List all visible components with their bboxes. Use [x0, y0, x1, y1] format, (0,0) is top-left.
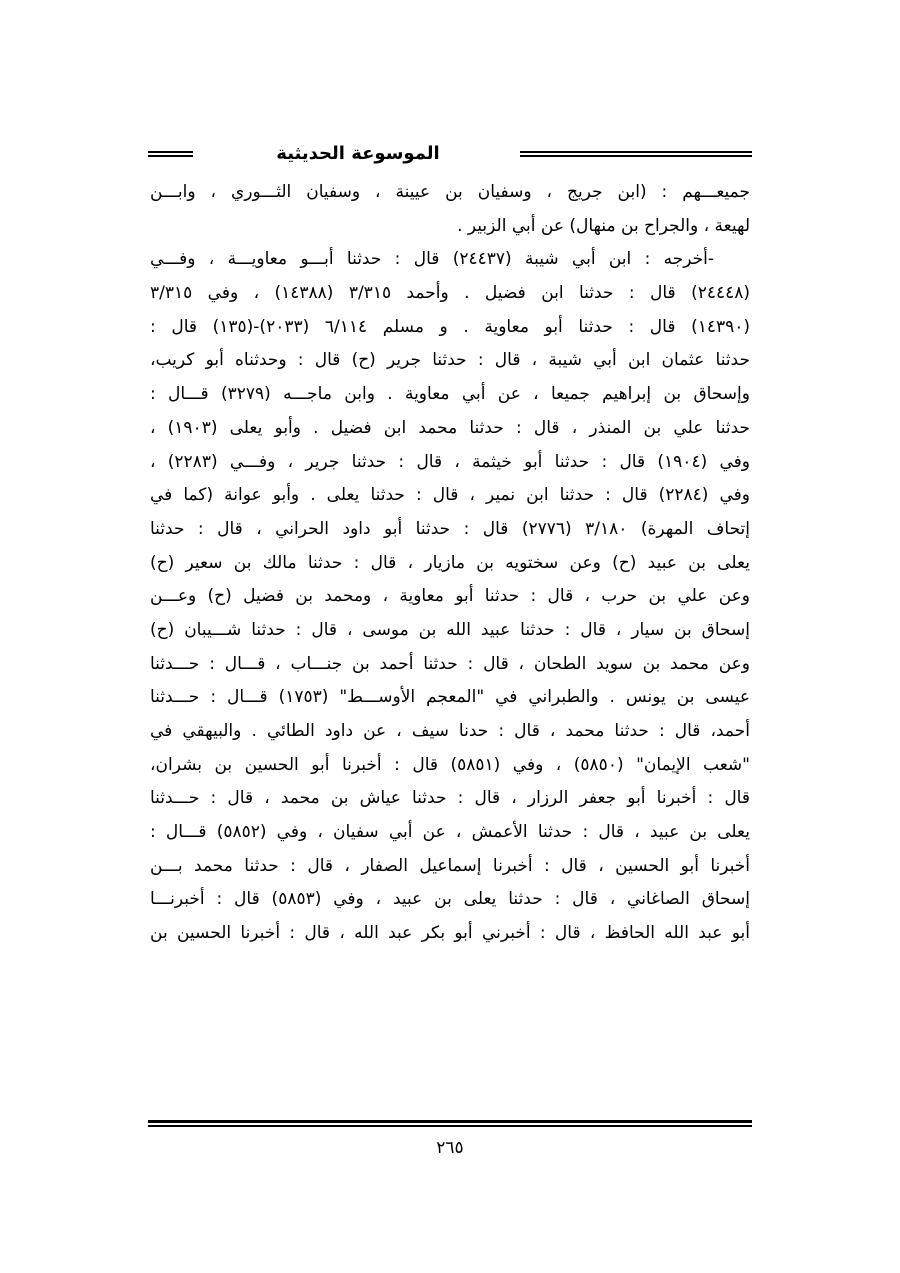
text-line: إسحاق بن سيار ، قال : حدثنا عبيد الله بن موسى ، قال : حدثنا شـــيبان (ح) [150, 619, 750, 640]
text-line: (٢٤٤٤٨) قال : حدثنا ابن فضيل . وأحمد ٣/٣١٥ (١٤٣٨٨) ، وفي ٣/٣١٥ [150, 283, 750, 304]
text-line: وعن محمد بن سويد الطحان ، قال : حدثنا أحمد بن جنـــاب ، قـــال : حـــدثنا [150, 653, 750, 674]
header-rule-right [520, 151, 752, 157]
text-line: عيسى بن يونس . والطبراني في "المعجم الأوســـط" (١٧٥٣) قـــال : حـــدثنا [150, 687, 750, 708]
text-line: حدثنا عثمان ابن أبي شيبة ، قال : حدثنا جرير (ح) قال : وحدثناه أبو كريب، [150, 350, 750, 371]
header-title: الموسوعة الحديثية [276, 143, 440, 164]
header-rule-left [148, 151, 193, 157]
text-line: وفي (١٩٠٤) قال : حدثنا أبو خيثمة ، قال : حدثنا جرير ، وفـــي (٢٢٨٣) ، [150, 451, 750, 472]
text-line: يعلى بن عبيد (ح) وعن سختويه بن مازيار ، قال : حدثنا مالك بن سعير (ح) [150, 552, 750, 573]
page-number: ٢٦٥ [436, 1138, 464, 1158]
text-line: (١٤٣٩٠) قال : حدثنا أبو معاوية . و مسلم ٦/١١٤ (٢٠٣٣)-(١٣٥) قال : [150, 316, 750, 337]
footer-rule [148, 1120, 752, 1127]
text-line: إتحاف المهرة) ٣/١٨٠ (٢٧٧٦) قال : حدثنا أبو داود الحراني ، قال : حدثنا [150, 518, 750, 539]
text-line: قال : أخبرنا أبو جعفر الرزار ، قال : حدثنا عياش بن محمد ، قال : حـــدثنا [150, 788, 750, 809]
text-line: جميعـــهم : (ابن جريج ، وسفيان بن عيينة ، وسفيان الثـــوري ، وابـــن [150, 182, 750, 202]
text-line: إسحاق الصاغاني ، قال : حدثنا يعلى بن عبيد ، وفي (٥٨٥٣) قال : أخبرنـــا [150, 889, 750, 910]
text-line: أبو عبد الله الحافظ ، قال : أخبرني أبو بكر عبد الله ، قال : أخبرنا الحسين بن [150, 923, 750, 944]
text-line: وفي (٢٢٨٤) قال : حدثنا ابن نمير ، قال : حدثنا يعلى . وأبو عوانة (كما في [150, 485, 750, 506]
text-line: -أخرجه : ابن أبي شيبة (٢٤٤٣٧) قال : حدثنا أبـــو معاويـــة ، وفـــي [150, 249, 714, 270]
text-line: يعلى بن عبيد ، قال : حدثنا الأعمش ، عن أبي سفيان ، وفي (٥٨٥٢) قـــال : [150, 822, 750, 843]
text-line: أحمد، قال : حدثنا محمد ، قال : حدنا سيف ، عن داود الطائي . والبيهقي في [150, 721, 750, 741]
text-line: لهيعة ، والجراح بن منهال) عن أبي الزبير . [457, 215, 750, 236]
text-line: وعن علي بن حرب ، قال : حدثنا أبو معاوية ، ومحمد بن فضيل (ح) وعـــن [150, 586, 750, 607]
text-line: حدثنا علي بن المنذر ، قال : حدثنا محمد ابن فضيل . وأبو يعلى (١٩٠٣) ، [150, 417, 750, 438]
body-text [150, 176, 750, 951]
text-line: أخبرنا أبو الحسين ، قال : أخبرنا إسماعيل الصفار ، قال : حدثنا محمد بـــن [150, 855, 750, 876]
text-line: "شعب الإيمان" (٥٨٥٠) ، وفي (٥٨٥١) قال : أخبرنا أبو الحسين بن بشران، [150, 754, 750, 775]
text-line: وإسحاق بن إبراهيم جميعا ، عن أبي معاوية . وابن ماجـــه (٣٢٧٩) قـــال : [150, 384, 750, 405]
page-header [148, 142, 752, 172]
